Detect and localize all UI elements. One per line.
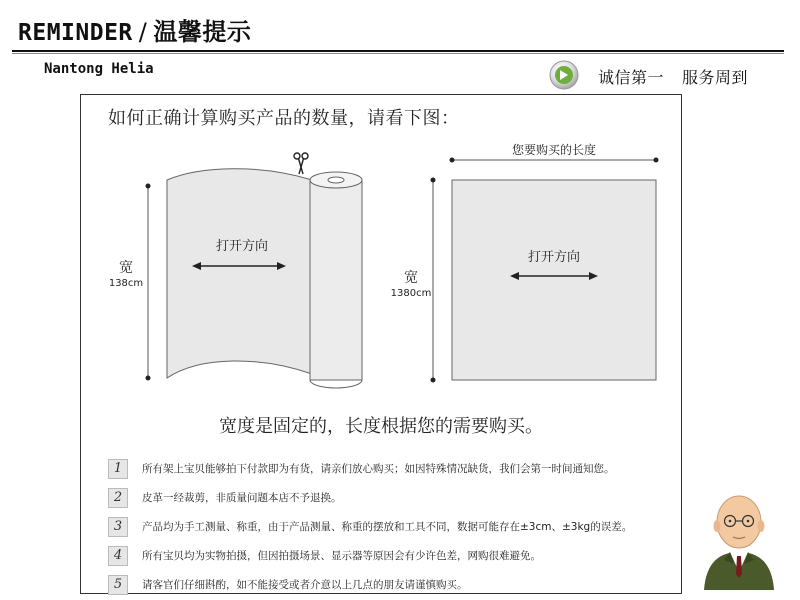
roll-bottom bbox=[310, 380, 362, 388]
note-text: 请客官们仔细斟酌，如不能接受或者介意以上几点的朋友请谨慎购买。 bbox=[142, 579, 468, 591]
note-text: 所有宝贝均为实物拍摄，但因拍摄场景、显示器等原因会有少许色差，网购很难避免。 bbox=[142, 550, 541, 562]
roll-diagram bbox=[146, 153, 363, 388]
title-chinese: 温馨提示 bbox=[153, 18, 252, 46]
slogan-integrity: 诚信第一 bbox=[598, 68, 665, 87]
header-divider bbox=[12, 50, 784, 52]
width-fixed-statement: 宽度是固定的，长度根据您的需要购买。 bbox=[219, 416, 543, 437]
right-width-label: 宽 bbox=[404, 270, 418, 286]
scissors-icon bbox=[294, 153, 308, 174]
list-item bbox=[108, 454, 668, 483]
list-item bbox=[108, 483, 668, 512]
purchase-length-label: 您要购买的长度 bbox=[511, 143, 597, 157]
customer-service-avatar-icon bbox=[700, 488, 778, 590]
question-heading: 如何正确计算购买产品的数量，请看下图： bbox=[108, 108, 460, 129]
header-divider-thin bbox=[12, 53, 784, 54]
unrolled-sheet bbox=[167, 169, 312, 378]
size-diagram bbox=[80, 130, 682, 400]
notes-list bbox=[108, 454, 668, 599]
company-name: Nantong Helia bbox=[44, 61, 154, 77]
title-separator: / bbox=[138, 18, 148, 46]
title-english: REMINDER bbox=[18, 20, 133, 46]
note-number: 3 bbox=[108, 517, 128, 537]
roll-core bbox=[328, 177, 344, 183]
note-number: 4 bbox=[108, 546, 128, 566]
left-width-value: 138cm bbox=[108, 278, 144, 289]
fabric-roll bbox=[310, 180, 362, 380]
note-number: 1 bbox=[108, 459, 128, 479]
note-text: 产品均为手工测量、称重，由于产品测量、称重的摆放和工具不同，数据可能存在±3cm、±3kg的误差。 bbox=[142, 521, 633, 533]
note-text: 所有架上宝贝能够拍下付款即为有货，请亲们放心购买；如因特殊情况缺货，我们会第一时间通知您。 bbox=[142, 463, 615, 475]
note-number: 2 bbox=[108, 488, 128, 508]
slogan-service: 服务周到 bbox=[682, 68, 749, 87]
list-item bbox=[108, 570, 668, 599]
arrow-right-circle-icon bbox=[549, 60, 579, 90]
note-text: 皮革一经裁剪，非质量问题本店不予退换。 bbox=[142, 492, 342, 504]
right-width-value: 1380cm bbox=[390, 288, 432, 299]
left-open-direction-label: 打开方向 bbox=[215, 239, 269, 254]
slogan bbox=[598, 65, 748, 88]
note-number: 5 bbox=[108, 575, 128, 595]
left-width-label: 宽 bbox=[119, 260, 133, 276]
flat-sheet bbox=[452, 180, 656, 380]
list-item bbox=[108, 541, 668, 570]
right-open-direction-label: 打开方向 bbox=[527, 250, 581, 265]
list-item bbox=[108, 512, 668, 541]
flat-sheet-diagram bbox=[431, 158, 659, 383]
page-title bbox=[18, 12, 251, 47]
